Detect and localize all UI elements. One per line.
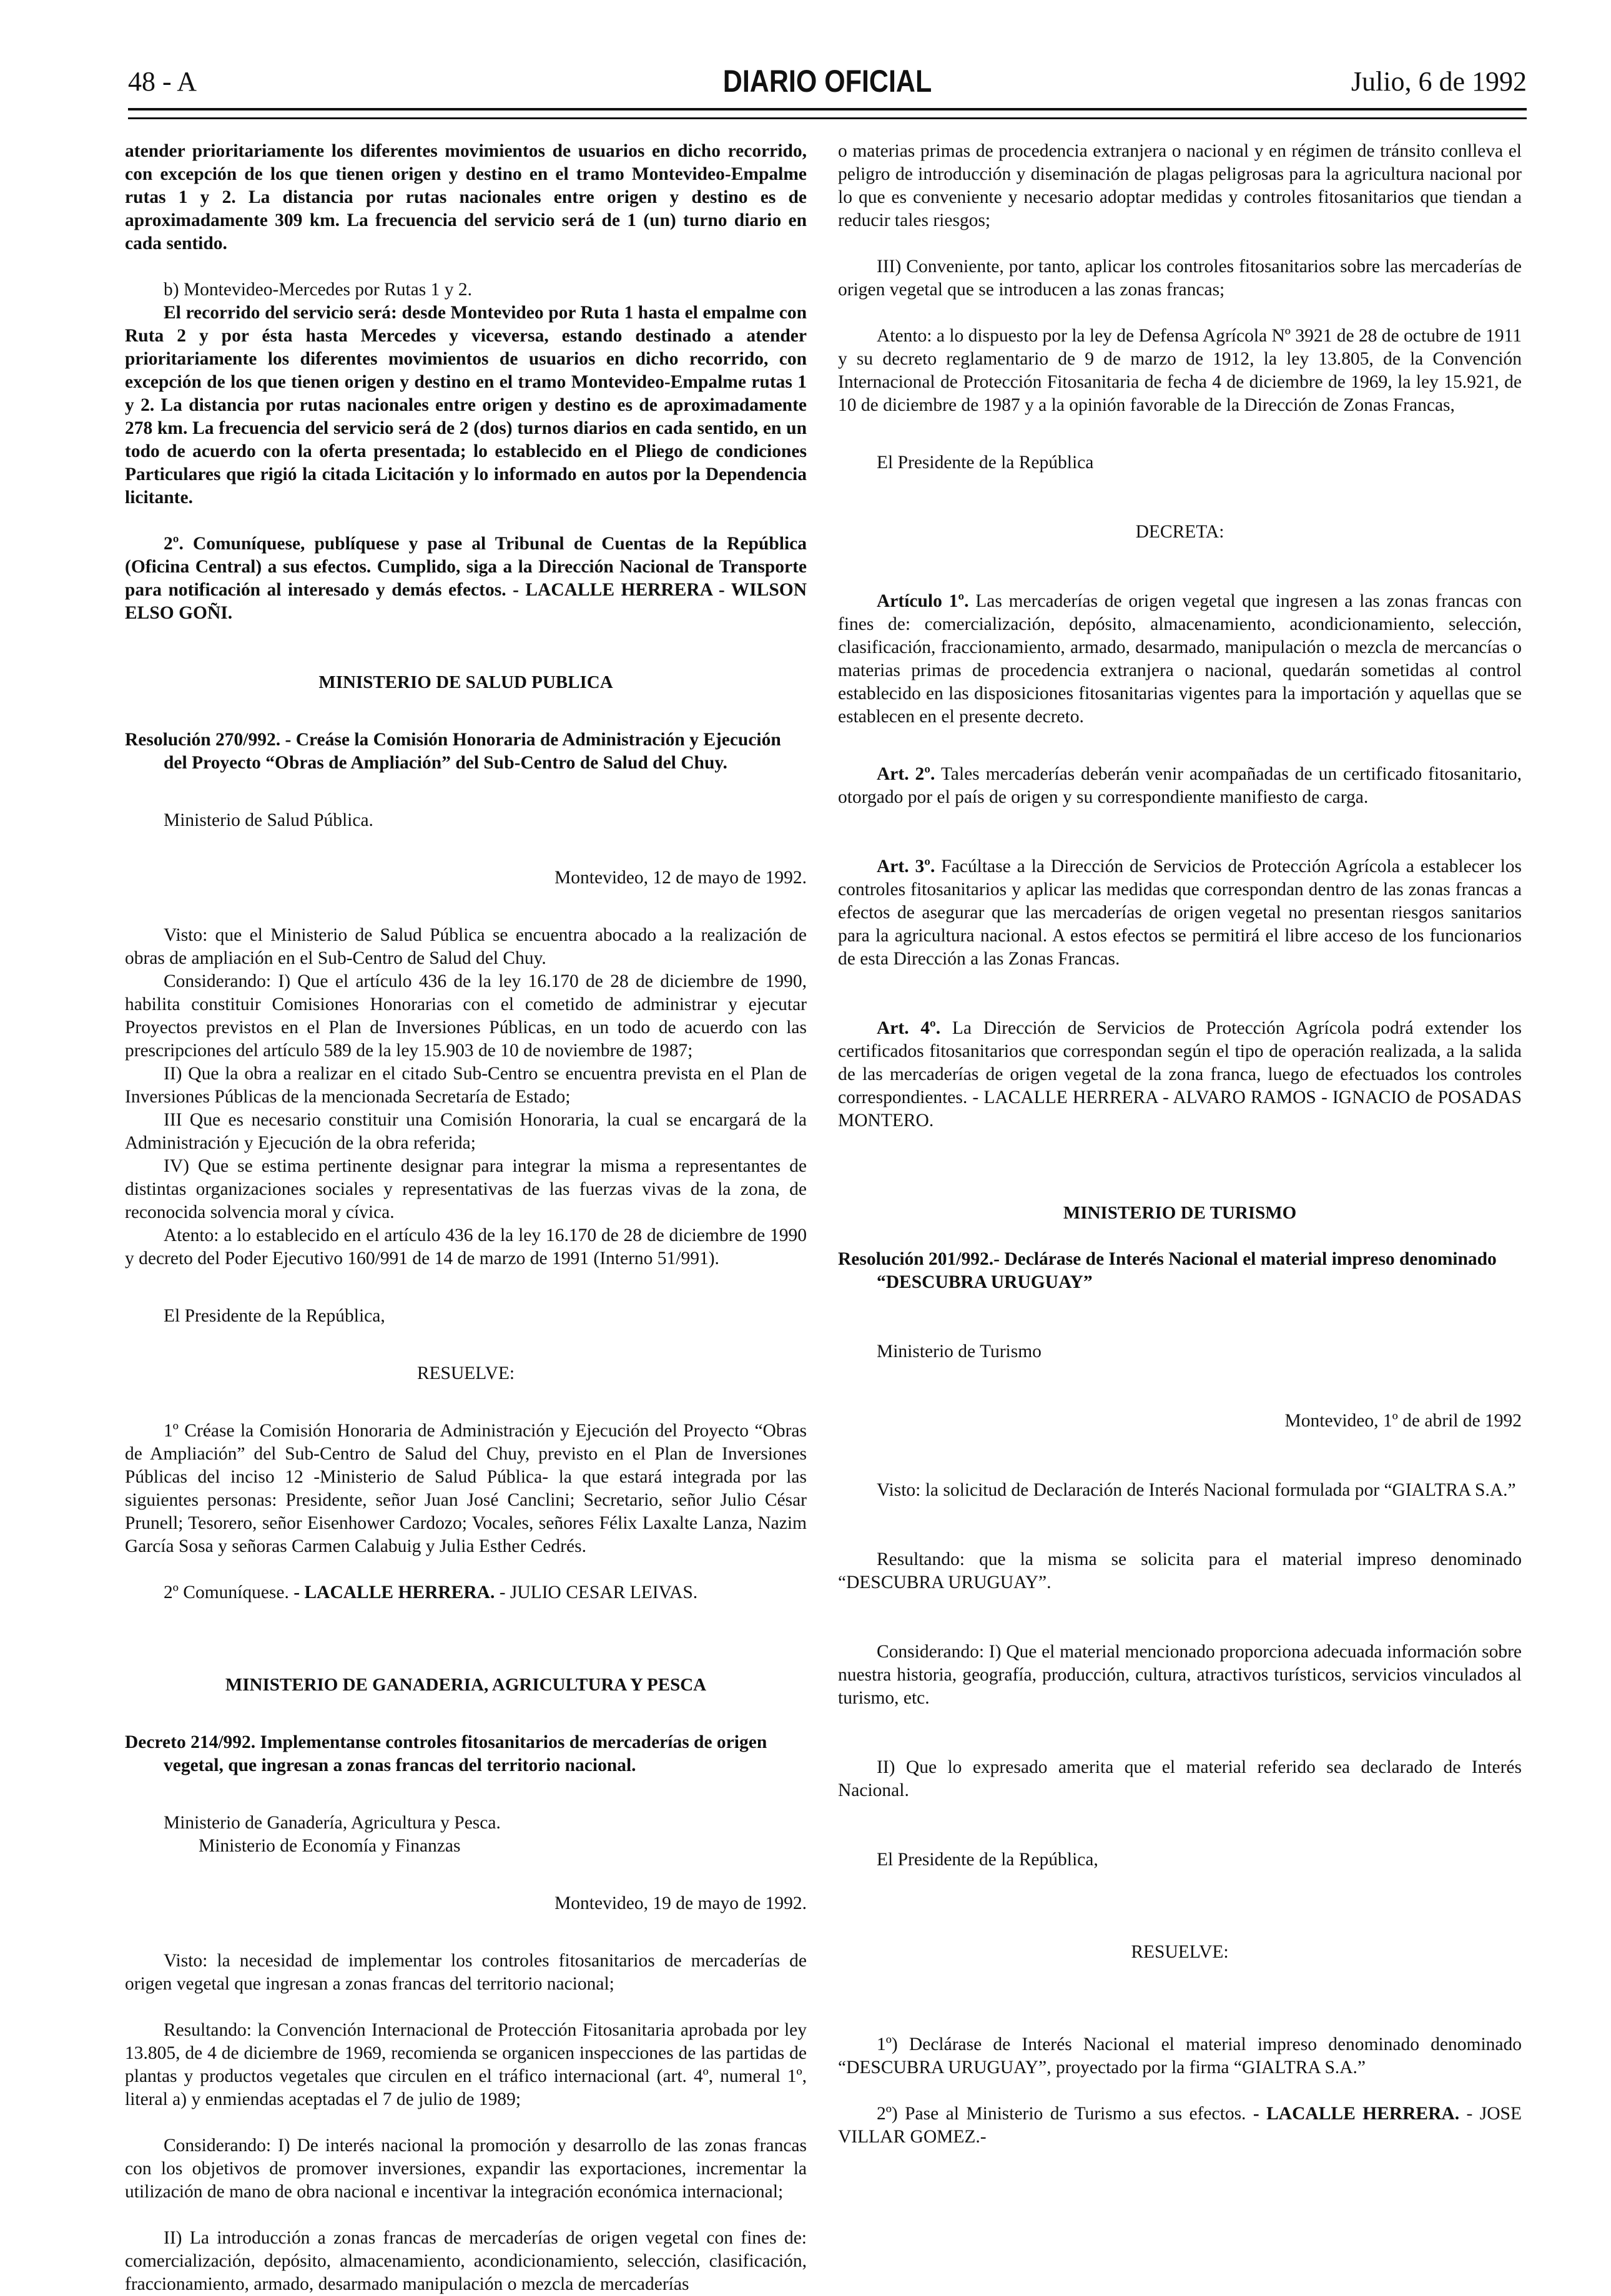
ministry-heading-ganaderia: MINISTERIO DE GANADERIA, AGRICULTURA Y PESCA (225, 1675, 707, 1695)
considerando-ganaderia-2-cont: o materias primas de procedencia extranjera o nacional y en régimen de tránsito conlleva el peligro de introducción y diseminación de plagas peligrosas para la agricultura nacional por lo que es conveniente y necesario adoptar medidas y controles fitosanitarios que tiendan a reducir tales riesgos; (838, 141, 1522, 230)
atento-salud: Atento: a lo establecido en el artículo 436 de la ley 16.170 de 28 de diciembre de 1990 y decreto del Poder Ejecutivo 160/991 de 14 de marzo de 1991 (Interno 51/991). (125, 1225, 807, 1268)
visto-turismo: Visto: la solicitud de Declaración de Interés Nacional formulada por “GIALTRA S.A.” (877, 1480, 1516, 1500)
article-3-text: Facúltase a la Dirección de Servicios de Protección Agrícola a establecer los controles fitosanitarios y aplicar las medidas que correspondan dentro de las zonas francas a efectos de asegurar que las mercaderías de origen vegetal no presentan riesgos sanitarios para la agricultura nacional. A estos efectos se permitirá el libre acceso de los funcionarios de esta Dirección a las Zonas Francas. (838, 856, 1522, 969)
place-date-salud: Montevideo, 12 de mayo de 1992. (554, 868, 807, 888)
ministry-heading-salud: MINISTERIO DE SALUD PUBLICA (318, 672, 613, 692)
article-2-text: Tales mercaderías deberán venir acompañadas de un certificado fitosanitario, otorgado por el país de origen y su correspondiente manifiesto de carga. (838, 764, 1522, 807)
considerando-salud-2: II) Que la obra a realizar en el citado Sub-Centro se encuentra prevista en el Plan de Inversiones Públicas de la mencionada Secretaría de Estado; (125, 1064, 807, 1107)
article-2-label: Art. 2º. (877, 764, 935, 784)
president-ganaderia: El Presidente de la República (877, 453, 1094, 473)
resolution-title-201: Resolución 201/992.- Declárase de Interés Nacional el material impreso denominado “DESCUBRA URUGUAY” (838, 1249, 1497, 1292)
article-3-ganaderia (838, 855, 1522, 971)
place-date-turismo: Montevideo, 1º de abril de 1992 (1284, 1411, 1522, 1431)
visto-salud: Visto: que el Ministerio de Salud Pública se encuentra abocado a la realización de obras de ampliación en el Sub-Centro de Salud del Chuy. (125, 925, 807, 968)
publication-title: DIARIO OFICIAL (722, 64, 932, 99)
page-header (128, 66, 1527, 103)
decree-title-214: Decreto 214/992. Implementanse controles fitosanitarios de mercaderías de origen vegetal, que ingresan a zonas francas del territorio nacional. (125, 1732, 767, 1775)
article-1-text: Las mercaderías de origen vegetal que ingresen a las zonas francas con fines de: comercialización, depósito, almacenamiento, acondicionamiento, selección, clasificación, fraccionamiento, armado, desarmado, manipulación o mezcla de mercancías o materias primas de procedencia extranjera o nacional, quedarán sometidas al control establecido en las disposiciones fitosanitarias vigentes para la importación y aquellas que se establecen en el presente decreto. (838, 591, 1522, 727)
header-rule-top (128, 108, 1527, 110)
considerando-ganaderia-1: Considerando: I) De interés nacional la promoción y desarrollo de las zonas francas con los objetivos de promover inversiones, expandir las exportaciones, incrementar la utilización de mano de obra nacional e incentivar la integración económica internacional; (125, 2136, 807, 2202)
issue-date: Julio, 6 de 1992 (1351, 66, 1527, 97)
article-1-label: Artículo 1º. (877, 591, 969, 611)
resuelve-turismo: RESUELVE: (1131, 1942, 1229, 1962)
considerando-salud-1: Considerando: I) Que el artículo 436 de la ley 16.170 de 28 de diciembre de 1990, habilita constituir Comisiones Honorarias con el cometido de administrar y ejecutar Proyectos previstos en el Plan de Inversiones Públicas, en un todo de acuerdo con las prescripciones del artículo 589 de la ley 15.903 de 10 de noviembre de 1987; (125, 971, 807, 1061)
visto-ganaderia: Visto: la necesidad de implementar los controles fitosanitarios de mercaderías de origen vegetal que ingresan a zonas francas del territorio nacional; (125, 1951, 807, 1994)
president-turismo: El Presidente de la República, (877, 1850, 1098, 1870)
article-4-text: La Dirección de Servicios de Protección Agrícola podrá extender los certificados fitosanitarios que correspondan según el tipo de operación realizada, a la salida de las mercaderías de origen vegetal de la zona franca, luego de efectuados los controles correspondientes. - LACALLE HERRERA - ALVARO RAMOS - IGNACIO de POSADAS MONTERO. (838, 1018, 1522, 1131)
article-2-turismo (838, 2102, 1522, 2149)
page-number: 48 - A (128, 66, 197, 97)
issuer-turismo: Ministerio de Turismo (877, 1342, 1042, 1361)
place-date-ganaderia: Montevideo, 19 de mayo de 1992. (554, 1893, 807, 1913)
issuer-economia: Ministerio de Economía y Finanzas (199, 1836, 461, 1856)
route-b-text: El recorrido del servicio será: desde Montevideo por Ruta 1 hasta el empalme con Ruta 2 y por ésta hasta Mercedes y viceversa, estando destinado a atender prioritariamente los diferentes movimientos de usuarios en dicho recorrido, con excepción de los que tienen origen y destino en el tramo Montevideo-Empalme rutas 1 y 2. La distancia por rutas nacionales entre origen y destino es de aproximadamente 278 km. La frecuencia del servicio será de 2 (dos) turnos diarios en cada sentido, en un todo de acuerdo con la oferta presentada; lo establecido en el Pliego de condiciones Particulares que rigió la citada Licitación y lo informado en autos por la Dependencia licitante. (125, 303, 807, 508)
signature-lacalle: - LACALLE HERRERA. (293, 1582, 495, 1602)
header-rule-bottom (128, 117, 1527, 119)
signature-leivas: - JULIO CESAR LEIVAS. (499, 1582, 698, 1602)
resuelve-salud: RESUELVE: (416, 1363, 515, 1383)
considerando-salud-3: III Que es necesario constituir una Comisión Honoraria, la cual se encargará de la Administración y Ejecución de la obra referida; (125, 1110, 807, 1153)
resolution-title-270: Resolución 270/992. - Creáse la Comisión Honoraria de Administración y Ejecución del Proyecto “Obras de Ampliación” del Sub-Centro de Salud del Chuy. (125, 730, 781, 773)
article-2-turismo-text: 2º) Pase al Ministerio de Turismo a sus efectos. (877, 2104, 1246, 2124)
article-4-ganaderia (838, 1017, 1522, 1132)
considerando-turismo-2: II) Que lo expresado amerita que el material referido sea declarado de Interés Nacional. (838, 1757, 1522, 1800)
route-b-title: b) Montevideo-Mercedes por Rutas 1 y 2. (164, 280, 473, 300)
article-2-ganaderia (838, 763, 1522, 809)
signature-villar: - JOSE VILLAR GOMEZ.- (838, 2104, 1522, 2147)
signature-lacalle-turismo: - LACALLE HERRERA. (1253, 2104, 1460, 2124)
considerando-turismo-1: Considerando: I) Que el material mencionado proporciona adecuada información sobre nuestra historia, geografía, producción, cultura, atractivos turísticos, servicios vinculados al turismo, etc. (838, 1642, 1522, 1708)
ministry-heading-turismo: MINISTERIO DE TURISMO (1063, 1203, 1297, 1223)
article-4-label: Art. 4º. (877, 1018, 941, 1038)
article-2-salud (125, 1581, 807, 1604)
article-3-label: Art. 3º. (877, 856, 935, 876)
decreta-heading: DECRETA: (1135, 522, 1224, 542)
article-1-salud: 1º Créase la Comisión Honoraria de Administración y Ejecución del Proyecto “Obras de Ampliación” del Sub-Centro de Salud del Chuy, previsto en el Plan de Inversiones Públicas del inciso 12 -Ministerio de Salud Pública- la que estará integrada por las siguientes personas: Presidente, señor Juan José Canclini; Secretario, señor Julio César Prunell; Tesorero, señor Eisenhower Cardozo; Vocales, señores Félix Laxalte Lanza, Nazim García Sosa y señoras Carmen Calabuig y Julia Esther Cedrés. (125, 1421, 807, 1556)
article-1-ganaderia (838, 590, 1522, 729)
article-2-communication: 2º. Comuníquese, publíquese y pase al Tribunal de Cuentas de la República (Oficina Central) a sus efectos. Cumplido, siga a la Dirección Nacional de Transporte para notificación al interesado y demás efectos. - LACALLE HERRERA - WILSON ELSO GOÑI. (125, 534, 807, 623)
resultando-turismo: Resultando: que la misma se solicita para el material impreso denominado “DESCUBRA URUGUAY”. (838, 1549, 1522, 1592)
considerando-salud-4: IV) Que se estima pertinente designar para integrar la misma a representantes de distintas organizaciones sociales y representativas de las fuerzas vivas de la zona, de reconocida solvencia moral y cívica. (125, 1156, 807, 1222)
article-1-turismo: 1º) Declárase de Interés Nacional el material impreso denominado denominado “DESCUBRA URUGUAY”, proyectado por la firma “GIALTRA S.A.” (838, 2034, 1522, 2078)
president-salud: El Presidente de la República, (164, 1306, 385, 1326)
resultando-ganaderia: Resultando: la Convención Internacional de Protección Fitosanitaria aprobada por ley 13.805, de 4 de diciembre de 1969, recomienda se organicen inspecciones de las partidas de plantas y productos vegetales que circulen en el tráfico internacional (art. 4º, numeral 1º, literal a) y enmiendas aceptadas el 7 de julio de 1989; (125, 2020, 807, 2109)
issuer-salud: Ministerio de Salud Pública. (164, 810, 373, 830)
left-column (125, 140, 807, 2296)
issuer-ganaderia: Ministerio de Ganadería, Agricultura y Pesca. (164, 1813, 501, 1833)
article-2-salud-label: 2º Comuníquese. (164, 1582, 289, 1602)
continuation-paragraph: atender prioritariamente los diferentes movimientos de usuarios en dicho recorrido, con excepción de los que tienen origen y destino en el tramo Montevideo-Empalme rutas 1 y 2. La distancia por rutas nacionales entre origen y destino es de aproximadamente 309 km. La frecuencia del servicio será de 1 (un) turno diario en cada sentido. (125, 141, 807, 253)
atento-ganaderia: Atento: a lo dispuesto por la ley de Defensa Agrícola Nº 3921 de 28 de octubre de 1911 y su decreto reglamentario de 9 de marzo de 1912, la ley 13.805, de la Convención Internacional de Protección Fitosanitaria de fecha 4 de diciembre de 1969, la ley 15.921, de 10 de diciembre de 1987 y a la opinión favorable de la Dirección de Zonas Francas, (838, 326, 1522, 415)
right-column (838, 140, 1522, 2149)
considerando-ganaderia-3: III) Conveniente, por tanto, aplicar los controles fitosanitarios sobre las mercaderías de origen vegetal que se introducen a las zonas francas; (838, 257, 1522, 300)
considerando-ganaderia-2: II) La introducción a zonas francas de mercaderías de origen vegetal con fines de: comercialización, depósito, almacenamiento, acondicionamiento, selección, clasificación, fraccionamiento, armado, desarmado manipulación o mezcla de mercaderías (125, 2228, 807, 2294)
